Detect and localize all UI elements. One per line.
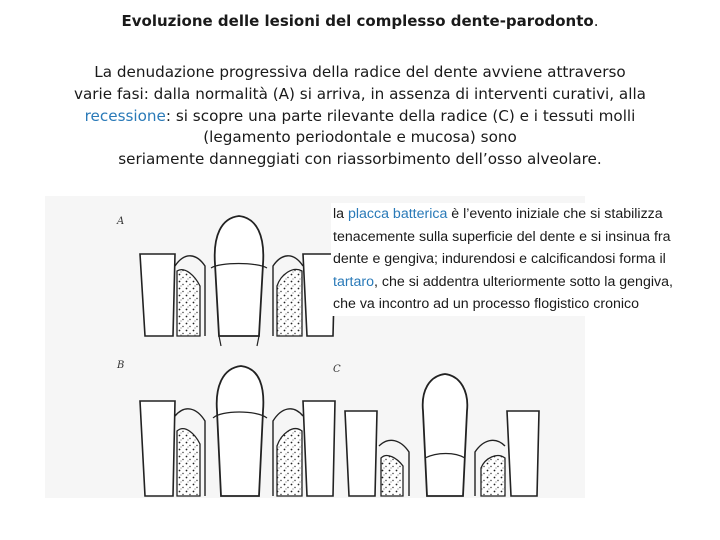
intro-paragraph <box>40 62 680 171</box>
stage-b-drawing <box>116 360 335 496</box>
side-text-part-2: è l’evento iniziale che si stabilizza tenacemente sulla superficie del dente e si insinua fra dente e gengiva; indurendosi e calcificandosi forma il <box>333 206 671 267</box>
stage-b-label: B <box>117 360 125 371</box>
intro-line-5: seriamente danneggiati con riassorbimento dell’osso alveolare. <box>118 150 602 169</box>
intro-line-4: (legamento periodontale e mucosa) sono <box>203 128 517 147</box>
stage-a-label: A <box>117 216 125 227</box>
plaque-description <box>331 203 697 316</box>
intro-line-2: varie fasi: dalla normalità (A) si arriva, in assenza di interventi curativi, alla <box>74 84 646 103</box>
recessione-highlight: recessione <box>84 106 166 125</box>
side-text-part-3: , che si addentra ulteriormente sotto la gengiva, che va incontro ad un processo flogistico cronico <box>333 273 673 312</box>
tartaro-highlight: tartaro <box>333 273 375 290</box>
stage-c-label: C <box>333 364 341 375</box>
title-text: Evoluzione delle lesioni del complesso dente-parodonto <box>121 12 594 30</box>
title-period: . <box>593 12 599 30</box>
intro-line-3: : si scopre una parte rilevante della radice (C) e i tessuti molli <box>165 106 636 125</box>
stage-a-drawing <box>116 216 335 346</box>
page-title <box>0 12 720 30</box>
intro-line-1: La denudazione progressiva della radice del dente avviene attraverso <box>94 63 626 81</box>
stage-c-drawing <box>333 364 539 496</box>
placca-batterica-highlight: placca batterica <box>347 206 448 222</box>
side-text-part-1: la <box>333 206 348 222</box>
